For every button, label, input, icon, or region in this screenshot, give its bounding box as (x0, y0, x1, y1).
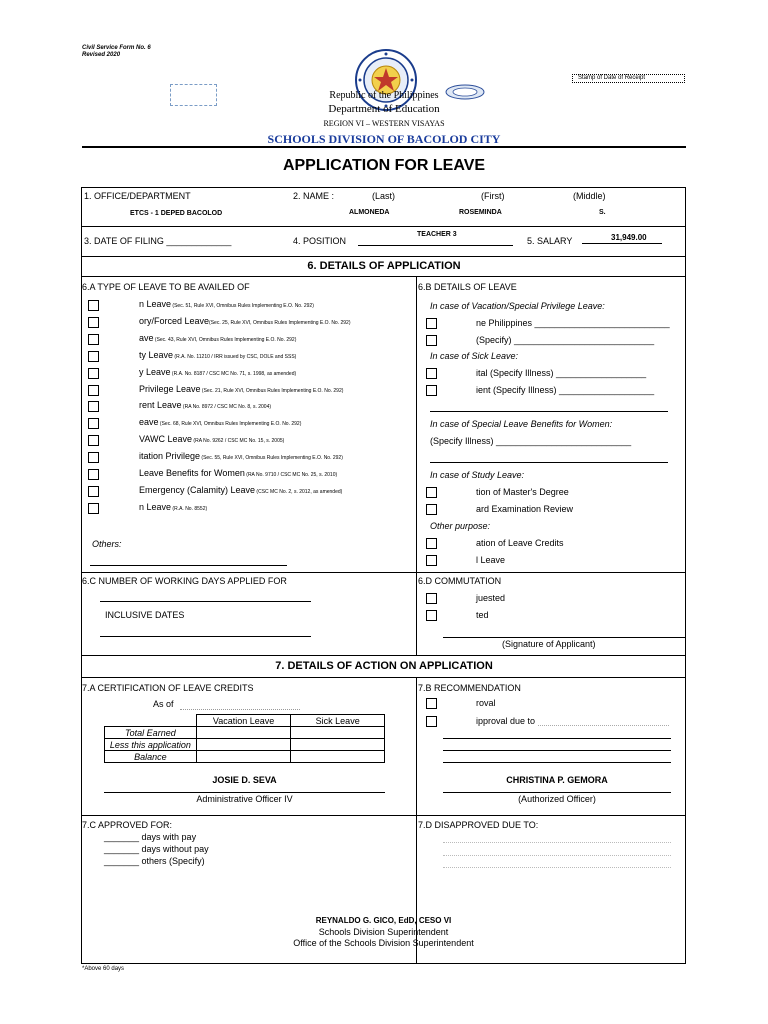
leave-type-name: Emergency (Calamity) Leave (139, 485, 256, 495)
disapproved-reason-line[interactable] (443, 855, 671, 856)
leave-type-name: n Leave (139, 502, 172, 512)
leave-type-label (139, 468, 337, 478)
working-days-underline[interactable] (100, 601, 311, 602)
credits-cell[interactable] (196, 727, 291, 739)
disapproval-reason-line[interactable] (538, 725, 669, 726)
first-name-value: ROSEMINDA (459, 209, 502, 216)
commutation-option-2-checkbox[interactable] (426, 610, 437, 621)
others-specify: _______ others (Specify) (104, 856, 205, 866)
leave-type-reference: (RA No. 9710 / CSC MC No. 25, s. 2010) (244, 472, 338, 478)
leave-type-name: ty Leave (139, 350, 174, 360)
sick-option-1-checkbox[interactable] (426, 368, 437, 379)
leave-type-reference: (Sec. 43, Rule XVI, Omnibus Rules Implementing E.O. No. 292) (153, 337, 297, 343)
leave-type-label (139, 367, 296, 377)
division-name: SCHOOLS DIVISION OF BACOLOD CITY (267, 132, 501, 146)
vacation-option-1-label: ne Philippines ___________________________ (476, 318, 670, 328)
applicant-signature-label: (Signature of Applicant) (502, 639, 596, 649)
vacation-option-2-checkbox[interactable] (426, 335, 437, 346)
section-7a-title: 7.A CERTIFICATION OF LEAVE CREDITS (82, 683, 254, 693)
leave-type-reference: (Sec. 55, Rule XVI, Omnibus Rules Implementing E.O. No. 292) (200, 455, 343, 461)
leave-type-reference: (Sec. 21, Rule XVI, Omnibus Rules Implementing E.O. No. 292) (200, 388, 344, 394)
leave-type-name: Privilege Leave (139, 384, 201, 394)
credits-cell[interactable] (291, 739, 385, 751)
leave-type-label (139, 333, 296, 343)
middle-name-label: (Middle) (573, 191, 606, 201)
credits-cell[interactable] (291, 727, 385, 739)
recommend-approval-checkbox[interactable] (426, 698, 437, 709)
rule-4 (81, 572, 686, 573)
leave-type-label (139, 451, 343, 461)
salary-label: 5. SALARY (527, 236, 573, 246)
other-purpose-1-label: ation of Leave Credits (476, 538, 564, 548)
leave-type-reference: (R.A. No. 8552) (171, 506, 208, 512)
recommend-disapproval-checkbox[interactable] (426, 716, 437, 727)
section-7d-title: 7.D DISAPPROVED DUE TO: (418, 820, 539, 830)
recommend-disapproval-label: ipproval due to (476, 716, 536, 726)
last-name-label: (Last) (372, 191, 396, 201)
superintendent-title: Schools Division Superintendent (318, 927, 449, 937)
study-option-1-label: tion of Master's Degree (476, 487, 569, 497)
days-without-pay: _______ days without pay (104, 844, 209, 854)
sick-option-2-label: ient (Specify Illness) ___________________ (476, 385, 655, 395)
study-heading: In case of Study Leave: (430, 470, 525, 480)
days-with-pay: _______ days with pay (104, 832, 197, 842)
rule-2 (81, 256, 686, 257)
vacation-option-2-label: (Specify) ____________________________ (476, 335, 655, 345)
others-label: Others: (92, 539, 122, 549)
section-7c-title: 7.C APPROVED FOR: (82, 820, 173, 830)
credits-cell[interactable] (196, 751, 291, 763)
credits-row-label: Less this application (105, 739, 197, 751)
credits-cell[interactable] (291, 751, 385, 763)
leave-type-reference: (R.A. No. 8187 / CSC MC No. 71, s. 1998, as amended) (170, 371, 297, 377)
republic-text: Republic of the Philippines (329, 90, 439, 101)
leave-type-name: Leave Benefits for Women (139, 468, 245, 478)
footnote: *Above 60 days (82, 966, 125, 972)
inclusive-dates-underline[interactable] (100, 636, 311, 637)
leave-type-label (139, 299, 314, 309)
department-text: Department of Education (328, 103, 440, 115)
leave-type-checkbox[interactable] (88, 385, 99, 396)
receipt-stamp-label: Stamp of Date of Receipt (578, 75, 646, 81)
leave-type-checkbox[interactable] (88, 401, 99, 412)
commutation-option-1-label: juested (476, 593, 506, 603)
disapproval-reason-line[interactable] (443, 750, 671, 751)
sick-heading: In case of Sick Leave: (430, 351, 519, 361)
disapproved-reason-line[interactable] (443, 867, 671, 868)
rule-6 (81, 677, 686, 678)
inclusive-dates-label: INCLUSIVE DATES (105, 610, 185, 620)
women-specify-label: (Specify Illness) ___________________________ (430, 436, 632, 446)
leave-type-checkbox[interactable] (88, 334, 99, 345)
leave-type-label (139, 417, 301, 427)
study-option-1-checkbox[interactable] (426, 487, 437, 498)
section-6-divider (416, 276, 417, 655)
disapproval-reason-line[interactable] (443, 738, 671, 739)
rule-3 (81, 276, 686, 277)
recommender-title: (Authorized Officer) (518, 794, 596, 804)
sick-extra-underline[interactable] (430, 411, 668, 412)
region-text: REGION VI – WESTERN VISAYAS (323, 119, 445, 128)
leave-type-label (139, 350, 296, 360)
superintendent-name: REYNALDO G. GICO, EdD, CESO VI (315, 916, 452, 925)
vacation-heading: In case of Vacation/Special Privilege Leave: (430, 301, 605, 311)
rule-1 (81, 226, 686, 227)
study-option-2-label: ard Examination Review (476, 504, 574, 514)
credits-row-label: Total Earned (105, 727, 197, 739)
commutation-option-1-checkbox[interactable] (426, 593, 437, 604)
position-underline (358, 245, 513, 246)
sick-option-1-label: ital (Specify Illness) __________________ (476, 368, 647, 378)
certifier-signature-line[interactable] (104, 792, 385, 793)
study-option-2-checkbox[interactable] (426, 504, 437, 515)
other-purpose-2-checkbox[interactable] (426, 555, 437, 566)
section-6-title: 6. DETAILS OF APPLICATION (307, 260, 461, 272)
disapproved-reason-line[interactable] (443, 842, 671, 843)
applicant-signature-line[interactable] (443, 637, 686, 638)
leave-type-checkbox[interactable] (88, 503, 99, 514)
as-of-underline[interactable] (180, 709, 300, 710)
salary-value: 31,949.00 (611, 233, 647, 242)
leave-type-label (139, 384, 343, 394)
recommend-approval-label: roval (476, 698, 496, 708)
middle-name-value: S. (599, 209, 606, 216)
leave-type-name: y Leave (139, 367, 171, 377)
name-label: 2. NAME : (293, 191, 335, 201)
other-purpose-2-label: l Leave (476, 555, 506, 565)
leave-type-label (139, 316, 351, 326)
salary-underline (582, 243, 662, 244)
date-of-filing-label: 3. DATE OF FILING _____________ (84, 236, 232, 246)
leave-type-name: rent Leave (139, 400, 182, 410)
women-heading: In case of Special Leave Benefits for Women: (430, 419, 613, 429)
leave-type-checkbox[interactable] (88, 435, 99, 446)
leave-type-checkbox[interactable] (88, 469, 99, 480)
section-7b-title: 7.B RECOMMENDATION (418, 683, 521, 693)
leave-type-label (139, 434, 284, 444)
credits-header-vacation: Vacation Leave (196, 715, 291, 727)
section-6d-title: 6.D COMMUTATION (418, 576, 502, 586)
certifier-title: Administrative Officer IV (196, 794, 293, 804)
women-extra-underline[interactable] (430, 462, 668, 463)
section-6a-title: 6.A TYPE OF LEAVE TO BE AVAILED OF (82, 282, 250, 292)
leave-credits-table (104, 714, 385, 763)
leave-type-reference: (RA No. 8972 / CSC MC No. 8, s. 2004) (181, 404, 272, 410)
leave-type-name: itation Privilege (139, 451, 201, 461)
position-label: 4. POSITION (293, 236, 347, 246)
leave-type-reference: (RA No. 9262 / CSC MC No. 15, s. 2005) (192, 438, 285, 444)
leave-type-reference: (R.A. No. 11210 / IRR issued by CSC, DOLE and SSS) (173, 354, 297, 360)
as-of-label: As of (153, 699, 174, 709)
leave-type-name: eave (139, 417, 159, 427)
credits-header-blank (105, 715, 197, 727)
section-6c-title: 6.C NUMBER OF WORKING DAYS APPLIED FOR (82, 576, 287, 586)
superintendent-office: Office of the Schools Division Superintendent (293, 938, 474, 948)
others-underline[interactable] (90, 565, 287, 566)
leave-type-name: VAWC Leave (139, 434, 193, 444)
office-value: ETCS - 1 DEPED BACOLOD (130, 210, 223, 217)
leave-type-name: n Leave (139, 299, 172, 309)
sick-option-2-checkbox[interactable] (426, 385, 437, 396)
last-name-value: ALMONEDA (349, 209, 390, 216)
commutation-option-2-label: ted (476, 610, 489, 620)
section-6b-title: 6.B DETAILS OF LEAVE (418, 282, 517, 292)
form-number: Civil Service Form No. 6 (82, 45, 151, 51)
leave-type-reference: (Sec. 25, Rule XVI, Omnibus Rules Implementing E.O. No. 292) (209, 320, 351, 326)
leave-type-checkbox[interactable] (88, 300, 99, 311)
leave-type-reference: (CSC MC No. 2, s. 2012, as amended) (255, 489, 343, 495)
leave-type-checkbox[interactable] (88, 368, 99, 379)
leave-type-checkbox[interactable] (88, 486, 99, 497)
leave-type-label (139, 502, 207, 512)
leave-type-checkbox[interactable] (88, 351, 99, 362)
recommender-name: CHRISTINA P. GEMORA (506, 775, 608, 785)
leave-type-name: ory/Forced Leave (139, 316, 210, 326)
vacation-option-1-checkbox[interactable] (426, 318, 437, 329)
position-value: TEACHER 3 (417, 231, 457, 238)
form-revision: Revised 2020 (82, 52, 121, 58)
leave-type-checkbox[interactable] (88, 418, 99, 429)
credits-row-label: Balance (105, 751, 197, 763)
rule-5 (81, 655, 686, 656)
section-7-title: 7. DETAILS OF ACTION ON APPLICATION (275, 660, 493, 672)
credits-cell[interactable] (196, 739, 291, 751)
certifier-name: JOSIE D. SEVA (212, 775, 277, 785)
page-title: APPLICATION FOR LEAVE (282, 157, 486, 174)
leave-type-name: ave (139, 333, 154, 343)
header-rule (82, 146, 686, 148)
office-label: 1. OFFICE/DEPARTMENT (84, 191, 191, 201)
leave-type-checkbox[interactable] (88, 317, 99, 328)
other-purpose-heading: Other purpose: (430, 521, 491, 531)
other-purpose-1-checkbox[interactable] (426, 538, 437, 549)
leave-type-checkbox[interactable] (88, 452, 99, 463)
leave-type-reference: (Sec. 51, Rule XVI, Omnibus Rules Implementing E.O. No. 292) (171, 303, 314, 309)
disapproval-reason-line[interactable] (443, 762, 671, 763)
leave-type-label (139, 485, 342, 495)
leave-type-reference: (Sec. 68, Rule XVI, Omnibus Rules Implementing E.O. No. 292) (158, 421, 302, 427)
rule-7 (81, 815, 686, 816)
leave-type-label (139, 400, 271, 410)
recommender-signature-line[interactable] (443, 792, 671, 793)
credits-header-sick: Sick Leave (291, 715, 385, 727)
first-name-label: (First) (481, 191, 505, 201)
